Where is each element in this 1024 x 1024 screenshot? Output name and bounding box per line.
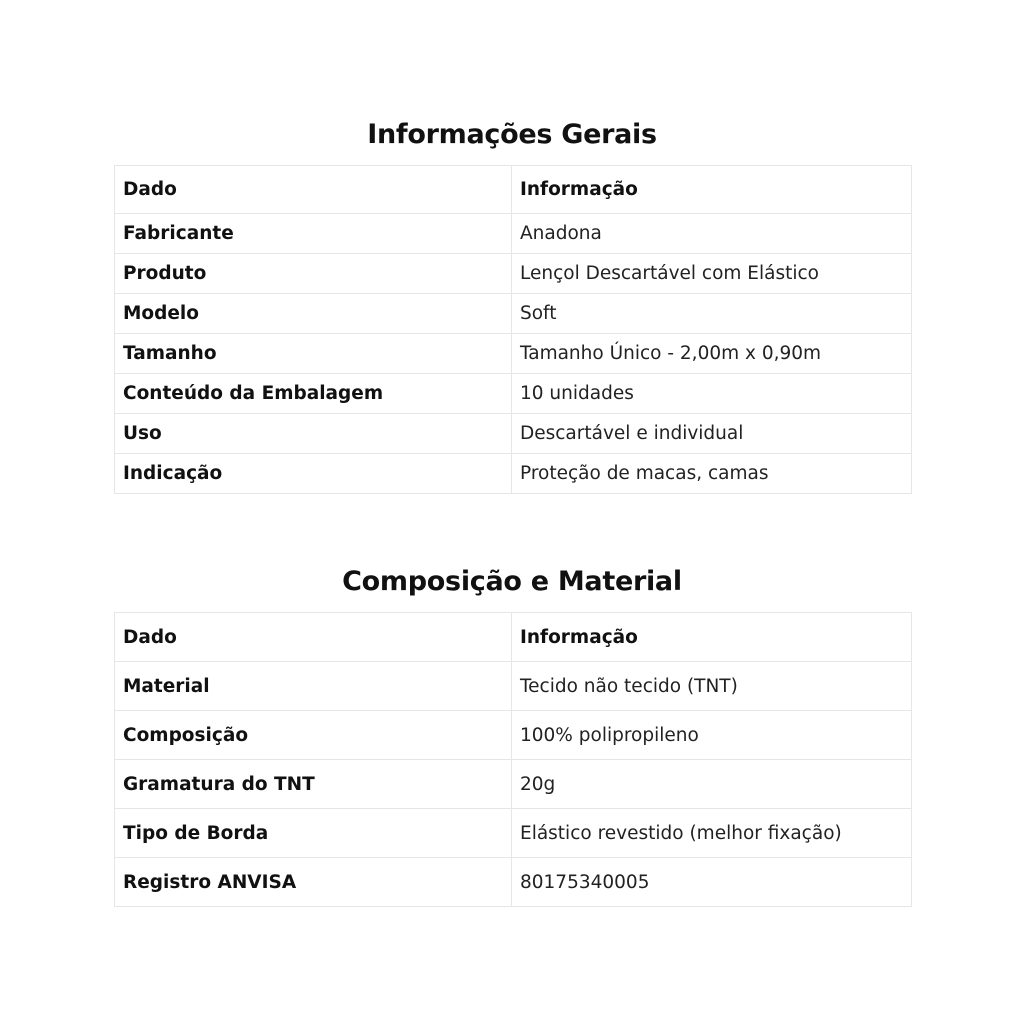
table-informacoes-gerais	[114, 165, 912, 494]
row-label: Gramatura do TNT	[115, 760, 512, 809]
header-informacao: Informação	[512, 613, 912, 662]
row-label: Fabricante	[115, 214, 512, 254]
row-value: 20g	[512, 760, 912, 809]
table-row	[115, 294, 912, 334]
row-value: Tamanho Único - 2,00m x 0,90m	[512, 334, 912, 374]
row-label: Composição	[115, 711, 512, 760]
row-label: Modelo	[115, 294, 512, 334]
section-title-informacoes-gerais: Informações Gerais	[367, 119, 657, 150]
row-value: Anadona	[512, 214, 912, 254]
row-value: 100% polipropileno	[512, 711, 912, 760]
header-dado: Dado	[115, 166, 512, 214]
row-value: 80175340005	[512, 858, 912, 907]
row-label: Indicação	[115, 454, 512, 494]
table-row	[115, 858, 912, 907]
section-title-composicao-material: Composição e Material	[342, 566, 682, 597]
row-label: Registro ANVISA	[115, 858, 512, 907]
table-header-row	[115, 166, 912, 214]
row-label: Uso	[115, 414, 512, 454]
row-value: Descartável e individual	[512, 414, 912, 454]
table-row	[115, 374, 912, 414]
table-row	[115, 662, 912, 711]
table-row	[115, 414, 912, 454]
row-label: Tamanho	[115, 334, 512, 374]
table-row	[115, 711, 912, 760]
row-label: Conteúdo da Embalagem	[115, 374, 512, 414]
header-dado: Dado	[115, 613, 512, 662]
table-row	[115, 454, 912, 494]
table-row	[115, 254, 912, 294]
header-informacao: Informação	[512, 166, 912, 214]
row-label: Material	[115, 662, 512, 711]
table-row	[115, 760, 912, 809]
table-row	[115, 334, 912, 374]
table-row	[115, 214, 912, 254]
row-value: Proteção de macas, camas	[512, 454, 912, 494]
table-composicao-material	[114, 612, 912, 907]
row-value: 10 unidades	[512, 374, 912, 414]
table-header-row	[115, 613, 912, 662]
row-value: Tecido não tecido (TNT)	[512, 662, 912, 711]
table-row	[115, 809, 912, 858]
row-value: Elástico revestido (melhor fixação)	[512, 809, 912, 858]
row-label: Tipo de Borda	[115, 809, 512, 858]
row-value: Soft	[512, 294, 912, 334]
row-label: Produto	[115, 254, 512, 294]
row-value: Lençol Descartável com Elástico	[512, 254, 912, 294]
